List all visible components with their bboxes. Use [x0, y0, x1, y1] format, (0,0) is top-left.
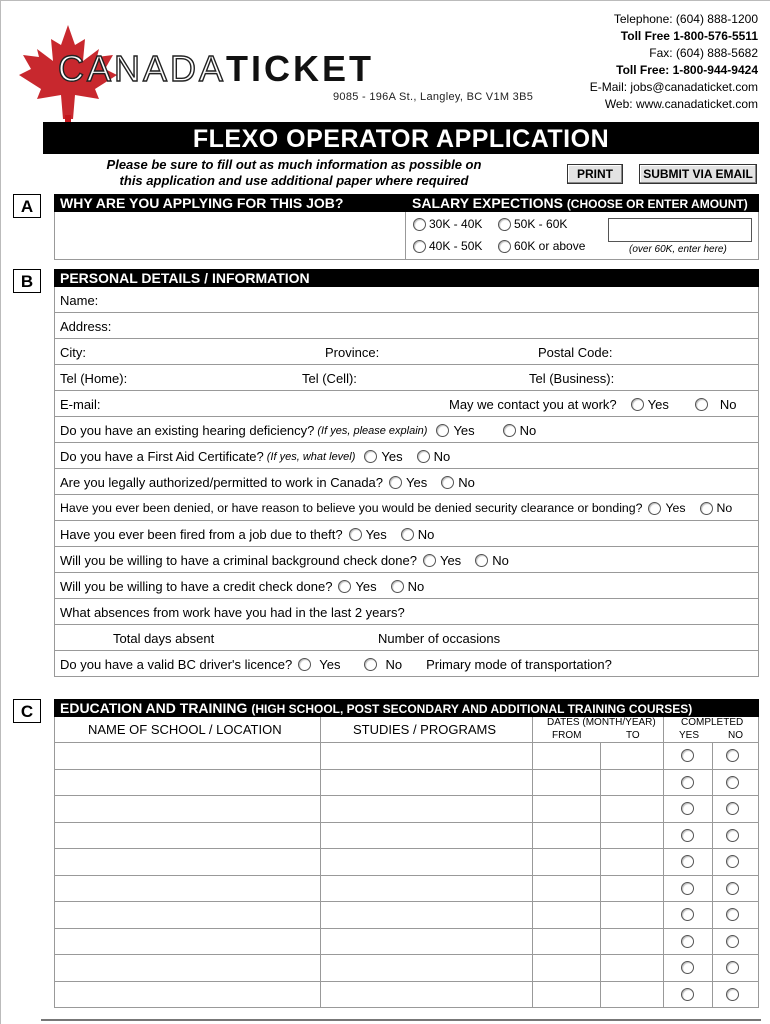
name-row[interactable]	[54, 287, 759, 313]
completed-no-radio-icon[interactable]	[726, 882, 739, 895]
radio-icon[interactable]	[503, 424, 516, 437]
radio-icon[interactable]	[475, 554, 488, 567]
radio-icon[interactable]	[389, 476, 402, 489]
education-heading	[54, 699, 759, 717]
completed-yes-radio-icon[interactable]	[681, 855, 694, 868]
section-c-label: C	[13, 699, 41, 723]
occasions-label: Number of occasions	[378, 631, 501, 646]
table-row[interactable]	[54, 929, 759, 956]
authorized-row	[54, 469, 759, 495]
print-button[interactable]: PRINT	[567, 164, 623, 184]
column-divider	[712, 955, 713, 982]
completed-no-radio-icon[interactable]	[726, 802, 739, 815]
radio-icon[interactable]	[695, 398, 708, 411]
toll-free-1: Toll Free 1-800-576-5511	[620, 29, 758, 43]
column-divider	[532, 743, 533, 770]
column-divider	[532, 955, 533, 982]
toll-free-2: Toll Free: 1-800-944-9424	[616, 63, 758, 77]
phone-row[interactable]	[54, 365, 759, 391]
column-divider	[532, 902, 533, 929]
column-divider	[663, 955, 664, 982]
telephone: Telephone: (604) 888-1200	[613, 12, 758, 26]
section-b-label: B	[13, 269, 41, 293]
salary-option-50-60[interactable]: 50K - 60K	[498, 217, 567, 231]
completed-no-radio-icon[interactable]	[726, 749, 739, 762]
name-label: Name:	[60, 293, 99, 308]
column-divider	[532, 796, 533, 823]
province-label: Province:	[325, 345, 380, 360]
column-divider	[712, 743, 713, 770]
radio-icon[interactable]	[364, 658, 377, 671]
brand-wordmark	[58, 48, 375, 89]
education-heading-sub: (HIGH SCHOOL, POST SECONDARY AND ADDITIONAL TRAINING COURSES)	[251, 702, 693, 716]
email-label: E-mail:	[60, 397, 101, 412]
column-divider	[663, 849, 664, 876]
completed-yes-radio-icon[interactable]	[681, 882, 694, 895]
contact-work-question: May we contact you at work? Yes No	[449, 397, 737, 412]
fired-row	[54, 521, 759, 547]
column-divider	[712, 929, 713, 956]
city-label: City:	[60, 345, 86, 360]
column-divider	[532, 823, 533, 850]
col-studies: STUDIES / PROGRAMS	[353, 722, 497, 737]
col-to: TO	[626, 730, 640, 741]
bottom-divider	[41, 1019, 761, 1021]
radio-icon[interactable]	[349, 528, 362, 541]
table-row[interactable]	[54, 849, 759, 876]
table-row[interactable]	[54, 796, 759, 823]
radio-icon[interactable]	[436, 424, 449, 437]
denied-question: Have you ever been denied, or have reason to believe you would be denied security clearance or bonding? Yes No	[60, 501, 733, 515]
brand-bold: TICKET	[226, 48, 375, 89]
table-row[interactable]	[54, 876, 759, 903]
licence-question: Do you have a valid BC driver's licence? Yes No Primary mode of transportation?	[60, 657, 612, 672]
col-dates: DATES (MONTH/YEAR)	[547, 717, 656, 728]
tel-home-label: Tel (Home):	[60, 371, 128, 386]
column-divider	[320, 929, 321, 956]
radio-icon[interactable]	[498, 218, 511, 231]
column-divider	[712, 823, 713, 850]
column-divider	[712, 770, 713, 797]
criminal-question: Will you be willing to have a criminal background check done? Yes No	[60, 553, 509, 568]
column-divider	[532, 849, 533, 876]
absences-question: What absences from work have you had in the last 2 years?	[60, 605, 405, 620]
completed-no-radio-icon[interactable]	[726, 829, 739, 842]
fax: Fax: (604) 888-5682	[649, 46, 758, 60]
why-apply-field[interactable]	[54, 212, 406, 260]
section-a-label: A	[13, 194, 41, 218]
criminal-row	[54, 547, 759, 573]
tel-cell-label: Tel (Cell):	[302, 371, 357, 386]
address-row[interactable]	[54, 313, 759, 339]
col-school: NAME OF SCHOOL / LOCATION	[88, 722, 282, 737]
completed-yes-radio-icon[interactable]	[681, 935, 694, 948]
web-contact[interactable]: Web: www.canadaticket.com	[604, 97, 758, 111]
column-divider	[712, 796, 713, 823]
column-divider	[320, 982, 321, 1009]
column-divider	[600, 902, 601, 929]
completed-no-radio-icon[interactable]	[726, 776, 739, 789]
column-divider	[663, 796, 664, 823]
completed-no-radio-icon[interactable]	[726, 961, 739, 974]
company-address: 9085 - 196A St., Langley, BC V1M 3B5	[333, 91, 534, 103]
first-aid-question: Do you have a First Aid Certificate? (If yes, what level) Yes No	[60, 449, 451, 464]
column-divider	[320, 823, 321, 850]
column-divider	[712, 849, 713, 876]
table-row[interactable]	[54, 902, 759, 929]
column-divider	[532, 876, 533, 903]
first-aid-row	[54, 443, 759, 469]
salary-option-60-plus[interactable]: 60K or above	[498, 239, 585, 253]
salary-heading-sub: (CHOOSE OR ENTER AMOUNT)	[566, 197, 748, 211]
col-from: FROM	[552, 730, 582, 741]
contact-block	[590, 11, 758, 113]
table-row[interactable]	[54, 823, 759, 850]
postal-label: Postal Code:	[538, 345, 613, 360]
salary-heading	[406, 194, 759, 212]
completed-no-radio-icon[interactable]	[726, 855, 739, 868]
column-divider	[663, 929, 664, 956]
col-completed: COMPLETED	[681, 717, 744, 728]
column-divider	[663, 876, 664, 903]
radio-icon[interactable]	[441, 476, 454, 489]
completed-no-radio-icon[interactable]	[726, 988, 739, 1001]
instructions-line-2: this application and use additional paper where required	[119, 173, 469, 188]
column-divider	[532, 982, 533, 1009]
salary-option-30-40[interactable]: 30K - 40K	[413, 217, 482, 231]
credit-row	[54, 573, 759, 599]
table-row[interactable]	[54, 982, 759, 1009]
hearing-question: Do you have an existing hearing deficiency? (If yes, please explain) Yes No	[60, 423, 537, 438]
table-row[interactable]	[54, 770, 759, 797]
column-divider	[600, 849, 601, 876]
column-divider	[663, 902, 664, 929]
column-divider	[663, 743, 664, 770]
completed-yes-radio-icon[interactable]	[681, 829, 694, 842]
hearing-row	[54, 417, 759, 443]
radio-icon[interactable]	[423, 554, 436, 567]
completed-yes-radio-icon[interactable]	[681, 776, 694, 789]
denied-row	[54, 495, 759, 521]
salary-heading-text: SALARY EXPECTIONS	[412, 195, 563, 211]
column-divider	[600, 770, 601, 797]
fired-question: Have you ever been fired from a job due to theft? Yes No	[60, 527, 435, 542]
radio-icon[interactable]	[364, 450, 377, 463]
column-divider	[320, 849, 321, 876]
radio-icon[interactable]	[700, 502, 713, 515]
column-divider	[712, 876, 713, 903]
column-divider	[600, 982, 601, 1009]
radio-icon[interactable]	[401, 528, 414, 541]
tel-business-label: Tel (Business):	[529, 371, 615, 386]
salary-amount-input[interactable]	[608, 218, 752, 242]
table-row[interactable]	[54, 743, 759, 770]
completed-yes-radio-icon[interactable]	[681, 802, 694, 815]
total-days-label: Total days absent	[113, 631, 215, 646]
radio-icon[interactable]	[413, 240, 426, 253]
column-divider	[532, 770, 533, 797]
education-table-header	[54, 717, 759, 743]
completed-yes-radio-icon[interactable]	[681, 908, 694, 921]
column-divider	[712, 982, 713, 1009]
column-divider	[663, 823, 664, 850]
completed-yes-radio-icon[interactable]	[681, 961, 694, 974]
radio-icon[interactable]	[417, 450, 430, 463]
column-divider	[600, 796, 601, 823]
completed-yes-radio-icon[interactable]	[681, 988, 694, 1001]
why-heading: WHY ARE YOU APPLYING FOR THIS JOB?	[54, 194, 406, 212]
personal-heading: PERSONAL DETAILS / INFORMATION	[54, 269, 759, 287]
page-title: FLEXO OPERATOR APPLICATION	[43, 122, 759, 154]
column-divider	[600, 955, 601, 982]
licence-row	[54, 651, 759, 677]
address-label: Address:	[60, 319, 112, 334]
column-divider	[320, 902, 321, 929]
column-divider	[320, 955, 321, 982]
radio-icon[interactable]	[498, 240, 511, 253]
company-logo	[13, 23, 573, 133]
salary-amount-hint: (over 60K, enter here)	[629, 244, 727, 255]
col-no: NO	[728, 730, 743, 741]
column-divider	[320, 743, 321, 770]
authorized-question: Are you legally authorized/permitted to work in Canada? Yes No	[60, 475, 475, 490]
instructions-line-1: Please be sure to fill out as much information as possible on	[106, 157, 482, 172]
absence-details-row[interactable]	[54, 625, 759, 651]
salary-option-40-50[interactable]: 40K - 50K	[413, 239, 482, 253]
radio-icon[interactable]	[413, 218, 426, 231]
education-heading-text: EDUCATION AND TRAINING	[60, 700, 248, 716]
column-divider	[532, 929, 533, 956]
credit-question: Will you be willing to have a credit check done? Yes No	[60, 579, 425, 594]
table-row[interactable]	[54, 955, 759, 982]
completed-no-radio-icon[interactable]	[726, 908, 739, 921]
radio-icon[interactable]	[631, 398, 644, 411]
completed-yes-radio-icon[interactable]	[681, 749, 694, 762]
column-divider	[320, 876, 321, 903]
radio-icon[interactable]	[391, 580, 404, 593]
email-row[interactable]	[54, 391, 759, 417]
column-divider	[712, 902, 713, 929]
instructions	[89, 157, 499, 189]
radio-icon[interactable]	[298, 658, 311, 671]
submit-email-button[interactable]: SUBMIT VIA EMAIL	[639, 164, 757, 184]
completed-no-radio-icon[interactable]	[726, 935, 739, 948]
column-divider	[663, 770, 664, 797]
radio-icon[interactable]	[648, 502, 661, 515]
column-divider	[600, 743, 601, 770]
transport-label: Primary mode of transportation?	[426, 657, 612, 672]
brand-light: CANADA	[58, 48, 227, 89]
column-divider	[600, 929, 601, 956]
column-divider	[663, 982, 664, 1009]
city-row[interactable]	[54, 339, 759, 365]
column-divider	[600, 823, 601, 850]
absences-row[interactable]	[54, 599, 759, 625]
email-contact[interactable]: E-Mail: jobs@canadaticket.com	[589, 80, 758, 94]
radio-icon[interactable]	[338, 580, 351, 593]
column-divider	[320, 770, 321, 797]
column-divider	[600, 876, 601, 903]
col-yes: YES	[679, 730, 700, 741]
column-divider	[320, 796, 321, 823]
